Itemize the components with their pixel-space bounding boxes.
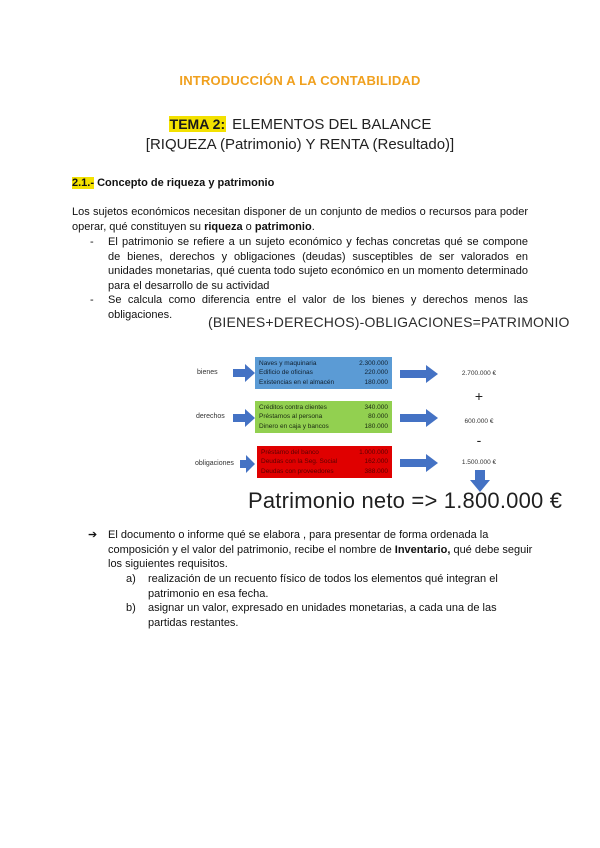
document-title: INTRODUCCIÓN A LA CONTABILIDAD — [179, 73, 421, 88]
row-label-bienes: bienes — [197, 369, 218, 376]
requirement-item: a) realización de un recuento físico de todos los elementos qué integran el patrimonio en esa fecha. — [126, 573, 498, 600]
section-number: 2.1.- — [72, 177, 95, 189]
derechos-box: Créditos contra clientes 340.000 Préstamos al persona 80.000 Dinero en caja y bancos 180.000 — [255, 401, 392, 433]
total-derechos: 600.000 € — [464, 418, 494, 425]
intro-paragraph: Los sujetos económicos necesitan disponer de un conjunto de medios o recursos para poder operar, qué constituyen su riqueza o patrimonio. — [72, 206, 528, 233]
tema-subtitle: [RIQUEZA (Patrimonio) Y RENTA (Resultado)] — [145, 136, 455, 153]
row-label-obligaciones: obligaciones — [195, 460, 234, 467]
bullet-item: - Se calcula como diferencia entre el valor de los bienes y derechos menos las obligaciones. — [90, 294, 528, 321]
arrow-bullet-icon: ➔ — [88, 529, 98, 541]
plus-operator: + — [474, 388, 484, 404]
patrimonio-formula: (BIENES+DERECHOS)-OBLIGACIONES=PATRIMONIO — [208, 314, 570, 330]
bold-riqueza: riqueza — [204, 220, 243, 233]
arrow-right-icon — [233, 364, 255, 382]
arrow-right-icon — [233, 409, 255, 427]
minus-operator: - — [476, 432, 482, 448]
bold-patrimonio: patrimonio — [254, 220, 312, 233]
section-title: Concepto de riqueza y patrimonio — [97, 177, 275, 189]
arrow-right-icon — [400, 409, 438, 427]
tema-label: TEMA 2: — [169, 116, 226, 132]
total-obligaciones: 1.500.000 € — [461, 459, 497, 466]
arrow-right-icon — [400, 365, 438, 383]
patrimonio-neto-result: Patrimonio neto => 1.800.000 € — [248, 488, 563, 513]
obligaciones-box: Préstamo del banco 1.000.000 Deudas con la Seg. Social 162.000 Deudas con proveedores 388.000 — [257, 446, 392, 478]
bienes-box: Naves y maquinaria 2.300.000 Edificio de oficinas 220.000 Existencias en el almacén 180.000 — [255, 357, 392, 389]
bullet-item: - El patrimonio se refiere a un sujeto económico y fechas concretas qué se compone de bienes, derechos y obligaciones (deudas) susceptibles de ser valorados en unidades monetarias, qué cuenta todo sujeto económico en un momento determinado para el desarrollo de su actividad — [90, 236, 528, 292]
tema-title: ELEMENTOS DEL BALANCE — [232, 116, 432, 133]
tema-heading — [0, 116, 600, 133]
arrow-right-icon — [240, 455, 255, 473]
total-bienes: 2.700.000 € — [461, 370, 497, 377]
section-heading — [72, 177, 274, 189]
requirement-item: b) asignar un valor, expresado en unidades monetarias, a cada una de las partidas restantes. — [126, 602, 497, 629]
bold-inventario: Inventario, — [394, 543, 451, 556]
arrow-right-icon — [400, 454, 438, 472]
row-label-derechos: derechos — [196, 413, 225, 420]
inventory-paragraph: ➔ El documento o informe qué se elabora , para presentar de forma ordenada la composición y el valor del patrimonio, recibe el nombre de Inventario, qué debe seguir los siguientes requisitos. — [88, 529, 533, 570]
